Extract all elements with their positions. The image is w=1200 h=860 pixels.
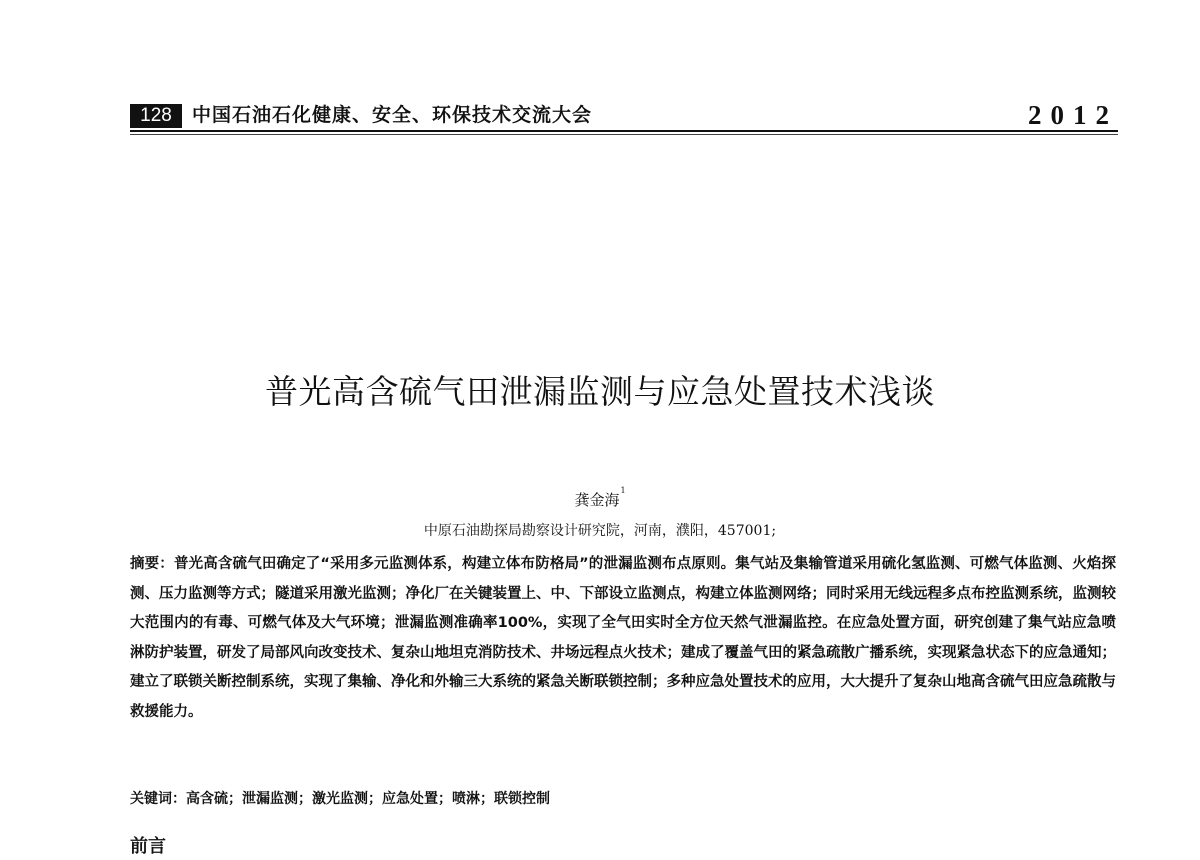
keywords [130, 787, 1116, 811]
author-superscript: 1 [620, 486, 626, 495]
page-header [130, 100, 1118, 132]
keywords-text: 高含硫；泄漏监测；激光监测；应急处置；喷淋；联锁控制 [186, 791, 550, 807]
keywords-label: 关键词： [130, 791, 186, 807]
abstract-label: 摘要： [130, 556, 174, 572]
header-rule-thin [130, 134, 1118, 135]
conference-title: 中国石油石化健康、安全、环保技术交流大会 [192, 104, 593, 126]
conference-year: 2012 [1028, 100, 1118, 130]
author-line [0, 480, 1200, 511]
author-name: 龚金海 [574, 491, 620, 509]
header-rule [130, 130, 1118, 132]
abstract-text: 普光高含硫气田确定了“采用多元监测体系，构建立体布防格局”的泄漏监测布点原则。集气站及集输管道采用硫化氢监测、可燃气体监测、火焰探测、压力监测等方式；隧道采用激光监测；净化厂在关键装置上、中、下部设立监测点，构建立体监测网络；同时采用无线远程多点布控监测系统，监测较大范围内的有毒、可燃气体及大气环境；泄漏监测准确率100%，实现了全气田实时全方位天然气泄漏监控。在应急处置方面，研究创建了集气站应急喷淋防护装置，研发了局部风向改变技术、复杂山地坦克消防技术、井场远程点火技术；建成了覆盖气田的紧急疏散广播系统，实现紧急状态下的应急通知；建立了联锁关断控制系统，实现了集输、净化和外输三大系统的紧急关断联锁控制；多种应急处置技术的应用，大大提升了复杂山地高含硫气田应急疏散与救援能力。 [130, 556, 1116, 720]
abstract [130, 550, 1116, 727]
section-heading: 前言 [130, 836, 166, 857]
page-number: 128 [130, 104, 182, 128]
affiliation: 中原石油勘探局勘察设计研究院，河南，濮阳，457001; [423, 523, 777, 539]
article-title: 普光高含硫气田泄漏监测与应急处置技术浅谈 [265, 372, 935, 411]
